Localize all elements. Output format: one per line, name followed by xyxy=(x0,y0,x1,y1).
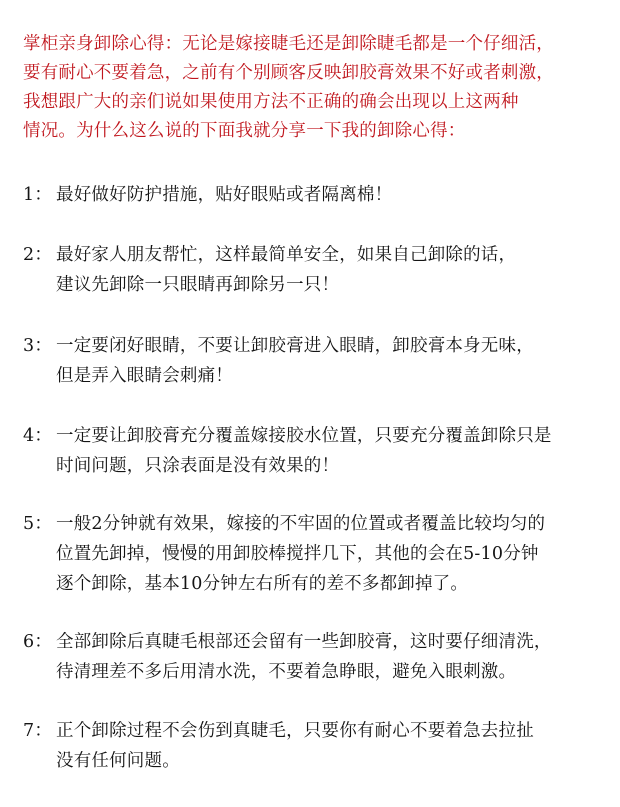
intro-line: 要有耐心不要着急，之前有个别顾客反映卸胶膏效果不好或者刺激， xyxy=(23,63,554,83)
tip-text: 一般2分钟就有效果，嫁接的不牢固的位置或者覆盖比较均匀的 xyxy=(56,514,546,534)
tip-number: 1： xyxy=(23,185,53,205)
tip-text: 位置先卸掉，慢慢的用卸胶棒搅拌几下，其他的会在5-10分钟 xyxy=(56,544,539,564)
tip-number: 7： xyxy=(23,721,53,741)
tip-item-5 xyxy=(23,509,608,599)
tip-item-2 xyxy=(23,240,608,300)
intro-line: 情况。为什么这么说的下面我就分享一下我的卸除心得： xyxy=(23,121,466,141)
tip-item-1 xyxy=(23,180,608,210)
tip-text: 最好家人朋友帮忙，这样最简单安全，如果自己卸除的话， xyxy=(56,245,517,265)
tip-text: 但是弄入眼睛会刺痛！ xyxy=(56,366,233,386)
tip-text: 一定要让卸胶膏充分覆盖嫁接胶水位置，只要充分覆盖卸除只是 xyxy=(56,426,552,446)
tip-item-4 xyxy=(23,421,608,481)
tip-text: 正个卸除过程不会伤到真睫毛，只要你有耐心不要着急去拉扯 xyxy=(56,721,534,741)
tip-text: 全部卸除后真睫毛根部还会留有一些卸胶膏，这时要仔细清洗， xyxy=(56,632,552,652)
tip-text: 最好做好防护措施，贴好眼贴或者隔离棉！ xyxy=(56,185,393,205)
tip-text: 没有任何问题。 xyxy=(56,751,180,771)
tip-number: 6： xyxy=(23,632,53,652)
tip-text: 建议先卸除一只眼睛再卸除另一只！ xyxy=(56,275,340,295)
intro-paragraph xyxy=(23,30,608,146)
tip-item-3 xyxy=(23,331,608,391)
tip-number: 3： xyxy=(23,336,53,356)
intro-line: 掌柜亲身卸除心得：无论是嫁接睫毛还是卸除睫毛都是一个仔细活， xyxy=(23,34,554,54)
intro-line: 我想跟广大的亲们说如果使用方法不正确的确会出现以上这两种 xyxy=(23,92,519,112)
tip-text: 逐个卸除，基本10分钟左右所有的差不多都卸掉了。 xyxy=(56,574,469,594)
tip-text: 时间问题，只涂表面是没有效果的！ xyxy=(56,456,340,476)
tip-number: 5： xyxy=(23,514,53,534)
tip-item-7 xyxy=(23,716,608,776)
tip-item-6 xyxy=(23,627,608,687)
tip-number: 2： xyxy=(23,245,53,265)
tip-text: 待清理差不多后用清水洗，不要着急睁眼，避免入眼刺激。 xyxy=(56,662,517,682)
tip-text: 一定要闭好眼睛，不要让卸胶膏进入眼睛，卸胶膏本身无味， xyxy=(56,336,534,356)
tip-number: 4： xyxy=(23,426,53,446)
